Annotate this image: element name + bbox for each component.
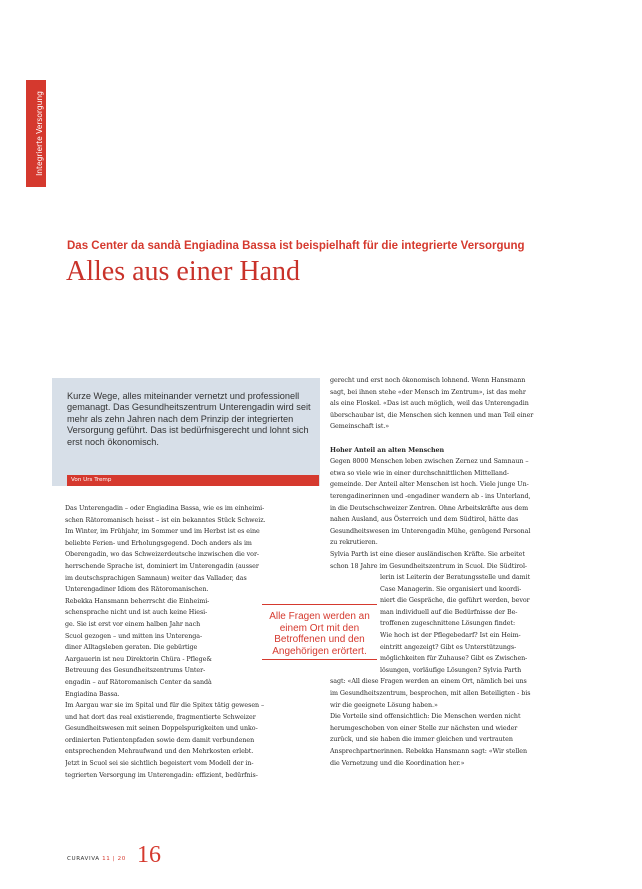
body-line: Unterengadiner Idiom des Rätoromanischen. (65, 586, 209, 594)
magazine-name: CURAVIVA (67, 856, 100, 862)
body-line: diner Alltagsleben geraten. Die gebürtige (65, 644, 198, 652)
body-line: Im Winter, im Frühjahr, im Sommer und im Herbst ist es eine (65, 528, 260, 536)
pull-quote-rule-bottom (262, 659, 377, 660)
body-line: herumgeschoben von einer Stelle zur nächsten und wieder (330, 724, 518, 732)
body-line: Gesundheitswesen im Unterengadin Mühe, genügend Personal (330, 527, 531, 535)
body-line: nahen Ausland, aus Österreich und dem Südtirol, hätte das (330, 516, 519, 524)
body-line: sagt, bei ihnen stehe «der Mensch im Zentrum», ist das mehr (330, 388, 526, 396)
body-line: Gesundheitswesen mit seinen Doppelspurigkeiten und unko- (65, 725, 258, 733)
issue-number: 11 | 20 (102, 856, 126, 862)
body-line: lerin ist Leiterin der Beratungsstelle und damit (380, 574, 531, 582)
body-line: Im Aargau war sie im Spital und für die Spitex tätig gewesen – (65, 702, 265, 710)
body-line: schen Rätoromanisch heisst – ist ein bekanntes Stück Schweiz. (65, 516, 266, 524)
body-line: Aargauerin ist neu Direktorin Chüra - Pflege& (65, 655, 212, 663)
body-line: ordinierten Patientenpfaden sowie dem damit verbundenen (65, 736, 255, 744)
body-line: Wie hoch ist der Pflegebedarf? Ist ein Heim- (380, 632, 521, 640)
body-line: sagt: «All diese Fragen werden an einem Ort, nämlich bei uns (330, 678, 527, 686)
body-line: man individuell auf die Bedürfnisse der Be- (380, 608, 518, 616)
pull-quote: Alle Fragen werden an einem Ort mit den Betroffenen und den Angehörigen erörtert. (269, 611, 370, 657)
body-line: die Vernetzung und die Koordination her.» (330, 759, 465, 767)
page-number: 16 (137, 842, 161, 868)
footer-magazine (67, 856, 126, 862)
author-byline: Von Urs Tremp (67, 475, 319, 486)
body-line: möglichkeiten für Zuhause? Gibt es Zwischen- (380, 655, 528, 663)
body-line: terengadinerinnen und -engadiner wandern ab - ins Unterland, (330, 492, 531, 500)
body-line: schon 18 Jahre im Gesundheitszentrum in Scuol. Die Südtirol- (330, 562, 528, 570)
body-line: wir die geeignete Lösung haben.» (330, 701, 438, 709)
section-subheading: Hoher Anteil an alten Menschen (330, 446, 445, 454)
body-line: Die Vorteile sind offensichtlich: Die Menschen werden nicht (330, 713, 521, 721)
body-line: gerecht und erst noch ökonomisch lohnend. Wenn Hansmann (330, 377, 526, 384)
body-line: Jetzt in Scuol sei sie sichtlich begeistert vom Modell der in- (65, 760, 254, 768)
body-line: Gegen 8000 Menschen leben zwischen Zernez und Samnaun – (330, 458, 529, 466)
body-line: Das Unterengadin – oder Engiadina Bassa, wie es im einheimi- (65, 505, 265, 512)
body-line: Engiadina Bassa. (65, 690, 120, 698)
body-line: etwa so viele wie in einer durchschnittlichen Mittelland- (330, 469, 509, 477)
body-line: herrschende Sprache ist, dominiert im Unterengadin (ausser (65, 562, 259, 570)
article-lead: Kurze Wege, alles miteinander vernetzt und professionell gemanagt. Das Gesundheitszentrum Unterengadin wird seit mehr als zehn Jahren nach dem Prinzip der integrierten Versorgung geführt. Das ist bedürfnisgerecht und lohnt sich erst noch ökonomisch. (67, 391, 311, 447)
body-line: zu rekrutieren. (330, 539, 378, 547)
body-line: und hat dort das real existierende, fragmentierte Schweizer (65, 713, 256, 721)
body-line: überschaubar ist, die Menschen sich kennen und man Teil einer (330, 411, 534, 419)
body-line: zurück, und sie haben die immer gleichen und vertrauten (330, 736, 513, 744)
body-line: beliebte Ferien- und Erholungsgegend. Doch anders als im (65, 539, 252, 547)
body-line: Rebekka Hansmann beherrscht die Einheimi- (65, 597, 210, 605)
body-line (330, 433, 575, 445)
body-line: im deutschsprachigen Samnaun) weiter das Vallader, das (65, 574, 247, 582)
body-line: schensprache nicht und ist auch keine Hiesi- (65, 609, 208, 617)
body-line: entsprechenden Mehraufwand und den Mehrkosten erlebt. (65, 748, 254, 756)
body-line: Case Managerin. Sie organisiert und koordi- (380, 585, 522, 593)
body-line: engadin – auf Rätoromanisch Center da sandà (65, 678, 212, 686)
body-line: lösungen, vorläufige Lösungen? Sylvia Parth (380, 666, 522, 674)
body-line: Ansprechpartnerinnen. Rebekka Hansmann sagt: «Wir stellen (330, 748, 528, 755)
body-line: Sylvia Parth ist eine dieser ausländischen Kräfte. Sie arbeitet (330, 550, 525, 558)
body-line: Oberengadin, wo das Schweizerdeutsche inzwischen die vor- (65, 551, 260, 559)
body-line: in die Deutschschweizer Zentren. Ohne Arbeitskräfte aus dem (330, 504, 529, 512)
section-label: Integrierte Versorgung (35, 91, 44, 176)
body-line: niert die Gespräche, die geführt werden, bevor (380, 597, 530, 605)
body-line: gemeinde. Der Anteil alter Menschen ist hoch. Viele junge Un- (330, 481, 529, 489)
right-column (330, 375, 575, 769)
body-line: tegrierten Versorgung im Unterengadin: effizient, bedürfnis- (65, 771, 258, 779)
article-headline: Alles aus einer Hand (66, 256, 301, 287)
body-line: im Gesundheitszentrum, besprochen, mit allen Beteiligten - bis (330, 690, 531, 698)
body-line: Scuol gezogen – und mitten ins Unterenga- (65, 632, 203, 640)
body-line: eintritt angezeigt? Gibt es Unterstützungs- (380, 643, 517, 651)
body-line: Gemeinschaft ist.» (330, 423, 390, 431)
body-line: Betreuung des Gesundheitszentrums Unter- (65, 667, 206, 675)
body-line: als eine Floskel. «Das ist auch möglich, weil das Unterengadin (330, 400, 529, 408)
body-line: troffenen zugeschnittene Lösungen findet: (380, 620, 516, 628)
pull-quote-rule-top (262, 604, 377, 605)
section-tab (26, 80, 46, 187)
body-line: ge. Sie ist erst vor einem halben Jahr nach (65, 620, 201, 628)
article-kicker: Das Center da sandà Engiadina Bassa ist beispielhaft für die integrierte Versorgung (67, 240, 525, 252)
